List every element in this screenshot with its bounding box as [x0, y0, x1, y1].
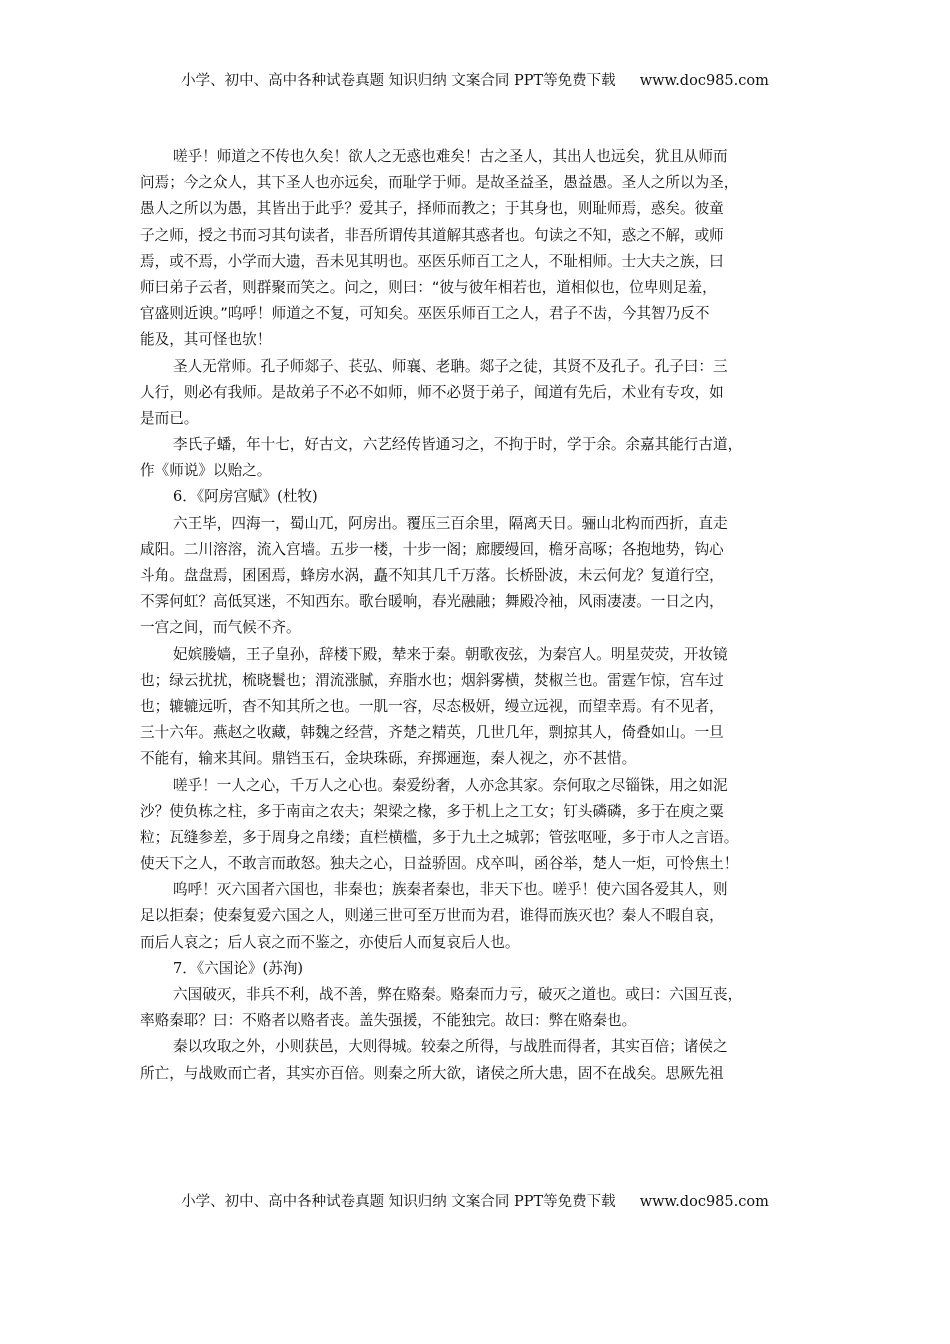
text-line: 斗角。盘盘焉，囷囷焉，蜂房水涡，矗不知其几千万落。长桥卧波，未云何龙？复道行空，	[140, 567, 724, 584]
text-line: 不能有，输来其间。鼎铛玉石，金块珠砾，弃掷逦迤，秦人视之，亦不甚惜。	[140, 750, 637, 768]
text-line: 能及，其可怪也欤！	[140, 331, 272, 349]
text-line: 是而已。	[140, 409, 199, 427]
text-line: 嗟乎！一人之心，千万人之心也。秦爱纷奢，人亦念其家。奈何取之尽锱铢，用之如泥	[173, 776, 728, 794]
text-line: 一宫之间，而气候不齐。	[140, 619, 301, 637]
paragraph	[140, 144, 816, 354]
footer-text: 小学、初中、高中各种试卷真题 知识归纳 文案合同 PPT等免费下载	[181, 1194, 616, 1210]
paragraph	[140, 354, 816, 433]
text-line: 率赂秦耶？曰：不赂者以赂者丧。盖失强援，不能独完。故曰：弊在赂秦也。	[140, 1012, 637, 1030]
header-text: 小学、初中、高中各种试卷真题 知识归纳 文案合同 PPT等免费下载	[181, 73, 616, 89]
header-url: www.doc985.com	[639, 73, 769, 89]
paragraph	[140, 432, 816, 484]
text-line: 李氏子蟠，年十七，好古文，六艺经传皆通习之，不拘于时，学于余。余嘉其能行古道，	[173, 436, 743, 454]
paragraph	[140, 877, 816, 956]
text-line: 也；绿云扰扰，梳晓鬟也；渭流涨腻，弃脂水也；烟斜雾横，焚椒兰也。雷霆乍惊，宫车过	[140, 671, 724, 689]
text-line: 问焉；今之众人，其下圣人也亦远矣，而耻学于师。是故圣益圣，愚益愚。圣人之所以为圣，	[140, 174, 739, 192]
text-line: 6．《阿房宫赋》(杜牧)	[173, 488, 318, 506]
paragraph	[140, 982, 816, 1034]
text-line: 师曰弟子云者，则群聚而笑之。问之，则曰：“彼与彼年相若也，道相似也，位卑则足羞，	[140, 278, 717, 296]
text-line: 足以拒秦；使秦复爱六国之人，则递三世可至万世而为君，谁得而族灭也？秦人不暇自哀，	[140, 907, 724, 925]
section-heading	[140, 484, 816, 510]
text-line: 不霁何虹？高低冥迷，不知西东。歌台暖响，春光融融；舞殿冷袖，风雨凄凄。一日之内，	[140, 593, 724, 611]
paragraph	[140, 511, 816, 642]
text-line: 嗟乎！师道之不传也久矣！欲人之无惑也难矣！古之圣人，其出人也远矣，犹且从师而	[173, 148, 728, 165]
text-line: 焉，或不焉，小学而大遗，吾未见其明也。巫医乐师百工之人，不耻相师。士大夫之族，曰	[140, 252, 724, 270]
text-line: 使天下之人，不敢言而敢怒。独夫之心，日益骄固。戍卒叫，函谷举，楚人一炬，可怜焦土！	[140, 855, 739, 873]
text-line: 呜呼！灭六国者六国也，非秦也；族秦者秦也，非天下也。嗟乎！使六国各爱其人，则	[173, 881, 728, 899]
page-footer	[0, 1190, 950, 1211]
text-line: 六王毕，四海一，蜀山兀，阿房出。覆压三百余里，隔离天日。骊山北构而西折，直走	[173, 514, 728, 532]
section-heading	[140, 956, 816, 982]
text-line: 人行，则必有我师。是故弟子不必不如师，师不必贤于弟子，闻道有先后，术业有专攻，如	[140, 383, 724, 401]
text-line: 六国破灭，非兵不利，战不善，弊在赂秦。赂秦而力亏，破灭之道也。或曰：六国互丧，	[173, 986, 743, 1003]
document-body	[140, 144, 816, 1087]
paragraph	[140, 773, 816, 878]
text-line: 粒；瓦缝参差，多于周身之帛缕；直栏横槛，多于九土之城郭；管弦呕哑，多于市人之言语。	[140, 828, 739, 846]
text-line: 子之师，授之书而习其句读者，非吾所谓传其道解其惑者也。句读之不知，惑之不解，或师	[140, 226, 724, 244]
text-line: 也；辘辘远听，杳不知其所之也。一肌一容，尽态极妍，缦立远视，而望幸焉。有不见者，	[140, 697, 724, 715]
text-line: 而后人哀之；后人哀之而不鉴之，亦使后人而复哀后人也。	[140, 933, 520, 951]
text-line: 三十六年。燕赵之收藏，韩魏之经营，齐楚之精英，几世几年，剽掠其人，倚叠如山。一旦	[140, 724, 724, 742]
text-line: 妃嫔媵嫱，王子皇孙，辞楼下殿，辇来于秦。朝歌夜弦，为秦宫人。明星荧荧，开妆镜	[173, 645, 728, 663]
text-line: 咸阳。二川溶溶，流入宫墙。五步一楼，十步一阁；廊腰缦回，檐牙高啄；各抱地势，钩心	[140, 540, 724, 558]
text-line: 愚人之所以为愚，其皆出于此乎？爱其子，择师而教之；于其身也，则耻师焉，惑矣。彼童	[140, 200, 724, 218]
text-line: 秦以攻取之外，小则获邑，大则得城。较秦之所得，与战胜而得者，其实百倍；诸侯之	[173, 1038, 728, 1056]
text-line: 官盛则近谀。”呜呼！师道之不复，可知矣。巫医乐师百工之人，君子不齿，今其智乃反不	[140, 305, 710, 323]
paragraph	[140, 1034, 816, 1086]
text-line: 所亡，与战败而亡者，其实亦百倍。则秦之所大欲，诸侯之所大患，固不在战矣。思厥先祖	[140, 1064, 724, 1082]
footer-url: www.doc985.com	[639, 1194, 769, 1210]
page-header	[0, 69, 950, 90]
text-line: 7．《六国论》(苏洵)	[173, 959, 304, 977]
text-line: 作《师说》以贻之。	[140, 462, 272, 480]
text-line: 沙？使负栋之柱，多于南亩之农夫；架梁之椽，多于机上之工女；钉头磷磷，多于在庾之粟	[140, 802, 724, 820]
paragraph	[140, 642, 816, 773]
text-line: 圣人无常师。孔子师郯子、苌弘、师襄、老聃。郯子之徒，其贤不及孔子。孔子曰：三	[173, 357, 728, 375]
